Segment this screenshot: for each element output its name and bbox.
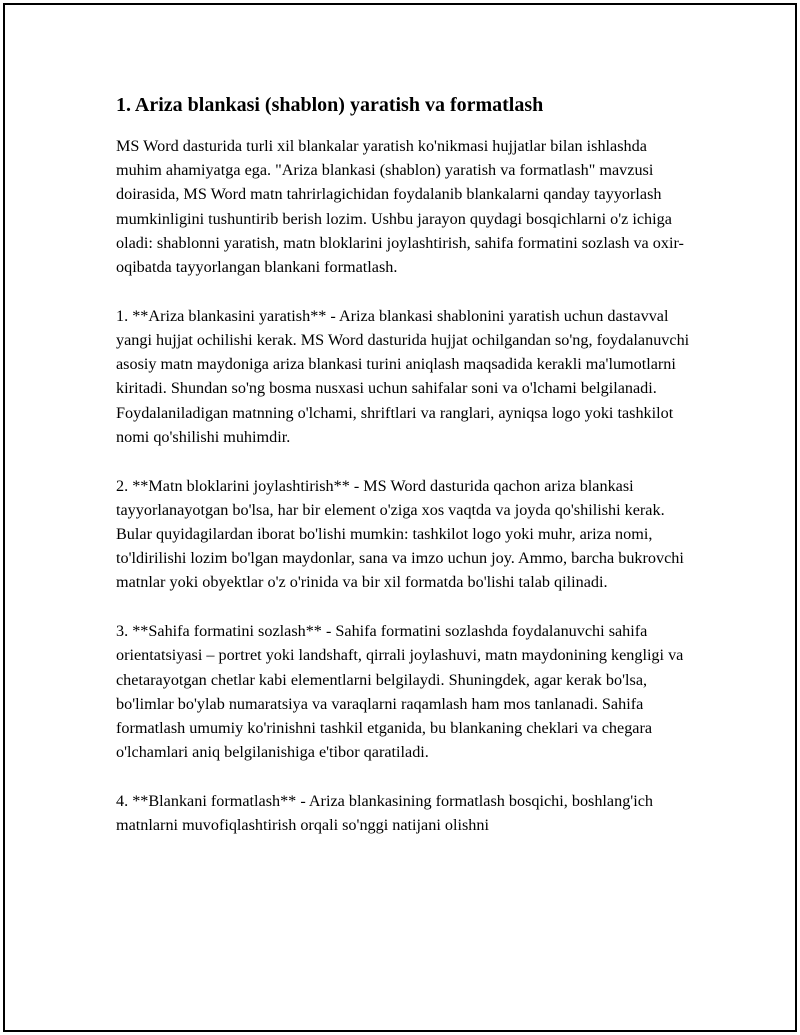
document-body: [116, 92, 696, 862]
step-2-paragraph: 2. **Matn bloklarini joylashtirish** - MS Word dasturida qachon ariza blankasi tayyorlanayotgan bo'lsa, har bir element o'ziga xos vaqtda va joyda qo'shilishi kerak. Bular quyidagilardan iborat bo'lishi mumkin: tashkilot logo yoki muhr, ariza nomi, to'ldirilishi lozim bo'lgan maydonlar, sana va imzo uchun joy. Ammo, barcha bukrovchi matnlar yoki obyektlar o'z o'rinida va bir xil formatda bo'lishi talab qilinadi.: [116, 476, 684, 592]
step-3-paragraph: 3. **Sahifa formatini sozlash** - Sahifa formatini sozlashda foydalanuvchi sahifa orientatsiyasi – portret yoki landshaft, qirrali joylashuvi, matn maydonining kengligi va chetarayotgan chetlar kabi elementlarni belgilaydi. Shuningdek, agar kerak bo'lsa, bo'limlar bo'ylab numaratsiya va varaqlarni raqamlash ham mos tanlanadi. Sahifa formatlash umumiy ko'rinishni tashkil etganida, bu blankaning cheklari va chegara o'lchamlari aniq belgilanishiga e'tibor qaratiladi.: [116, 622, 684, 762]
intro-paragraph: MS Word dasturida turli xil blankalar yaratish ko'nikmasi hujjatlar bilan ishlashda muhim ahamiyatga ega. "Ariza blankasi (shablon) yaratish va formatlash" mavzusi doirasida, MS Word matn tahrirlagichidan foydalanib blankalarni qanday tayyorlash mumkinligini tushuntirib berish lozim. Ushbu jarayon quydagi bosqichlarni o'z ichiga oladi: shablonni yaratish, matn bloklarini joylashtirish, sahifa formatini sozlash va oxir-oqibatda tayyorlangan blankani formatlash.: [116, 137, 684, 277]
section-heading: 1. Ariza blankasi (shablon) yaratish va formatlash: [116, 94, 544, 116]
step-4-paragraph: 4. **Blankani formatlash** - Ariza blankasining formatlash bosqichi, boshlang'ich matnlarni muvofiqlashtirish orqali so'nggi natijani olishni: [116, 792, 653, 835]
step-1-paragraph: 1. **Ariza blankasini yaratish** - Ariza blankasi shablonini yaratish uchun dastavval yangi hujjat ochilishi kerak. MS Word dasturida hujjat ochilgandan so'ng, foydalanuvchi asosiy matn maydoniga ariza blankasi turini aniqlash maqsadida kerakli ma'lumotlarni kiritadi. Shundan so'ng bosma nusxasi uchun sahifalar soni va o'lchami belgilanadi. Foydalaniladigan matnning o'lchami, shriftlari va ranglari, ayniqsa logo yoki tashkilot nomi qo'shilishi muhimdir.: [116, 306, 690, 446]
